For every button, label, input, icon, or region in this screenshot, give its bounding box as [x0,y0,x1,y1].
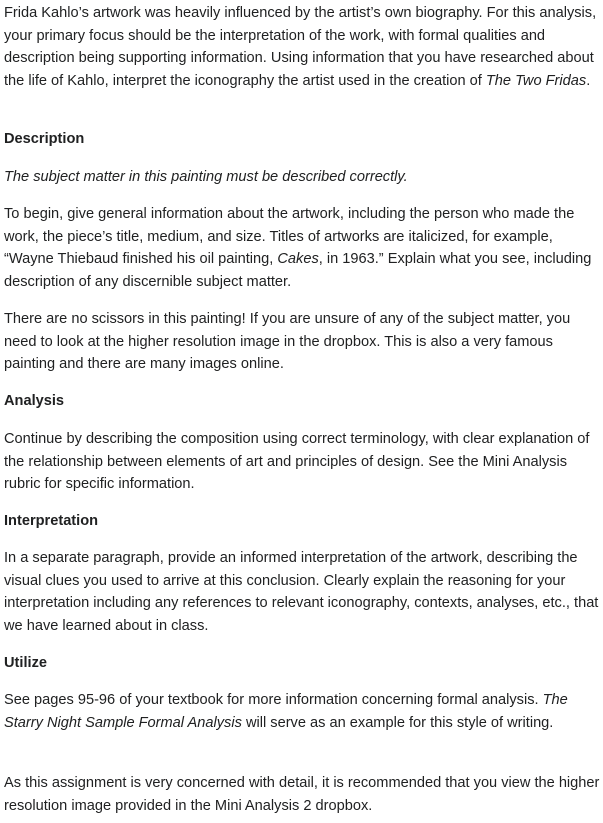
utilize-paragraph-2: As this assignment is very concerned with detail, it is recommended that you view the higher resolution image provided in the Mini Analysis 2 dropbox. [4,775,600,814]
utilize-sample-title: The Starry Night Sample Formal Analysis [4,692,568,731]
description-text: To begin, give general information about the artwork, including the person who made the work, the piece’s title, medium, and size. Titles of artworks are italicized, for example, “Wayne Thiebaud finished his oil painting, [4,206,575,267]
intro-text: Frida Kahlo’s artwork was heavily influenced by the artist’s own biography. For this analysis, your primary focus should be the interpretation of the work, with formal qualities and description being supporting information. Using information that you have researched about the life of Kahlo, interpret the iconography the artist used in the creation of [4,5,597,89]
intro-paragraph [4,2,601,92]
intro-text-end: . [586,72,591,89]
utilize-text: See pages 95-96 of your textbook for more information concerning formal analysis. [4,692,543,708]
description-artwork-title: Cakes [277,251,319,267]
interpretation-paragraph: In a separate paragraph, provide an informed interpretation of the artwork, describing the visual clues you used to arrive at this conclusion. Clearly explain the reasoning for your interpretation including any references to relevant iconography, contexts, analyses, etc., that we have learned about in class. [4,550,599,634]
analysis-heading: Analysis [4,393,65,409]
intro-artwork-title: The Two Fridas [485,72,587,89]
analysis-paragraph: Continue by describing the composition using correct terminology, with clear explanation of the relationship between elements of art and principles of design. See the Mini Analysis rubric for specific information. [4,431,590,492]
description-paragraph-1 [4,203,601,293]
description-note [4,166,601,189]
description-paragraph-2: There are no scissors in this painting! If you are unsure of any of the subject matter, you need to look at the higher resolution image in the dropbox. This is also a very famous painting and there are many images online. [4,311,571,372]
utilize-heading: Utilize [4,655,47,671]
utilize-paragraph-1 [4,689,601,734]
interpretation-heading: Interpretation [4,513,99,529]
description-text-end: , in 1963.” Explain what you see, including description of any discernible subject matter. [4,251,592,290]
description-heading: Description [4,131,85,147]
description-note-text: The subject matter in this painting must be described correctly. [4,169,408,185]
utilize-text-end: will serve as an example for this style of writing. [241,714,554,731]
